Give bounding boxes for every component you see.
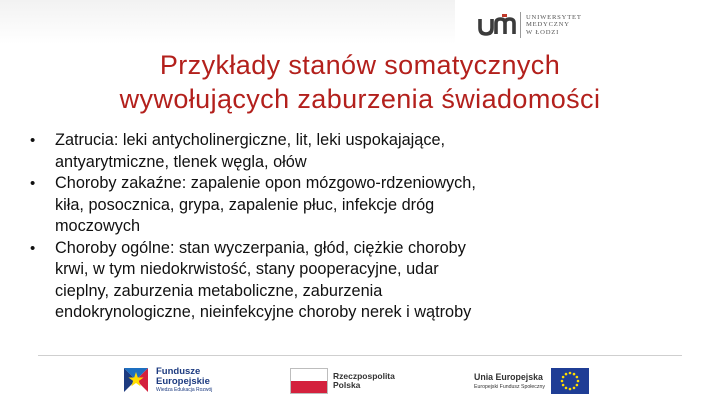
fundusze-line-3: Wiedza Edukacja Rozwój <box>156 386 213 393</box>
bullet-line: Choroby zakaźne: zapalenie opon mózgowo-rdzeniowych, <box>55 174 476 192</box>
poland-flag-icon <box>290 368 328 394</box>
unia-europejska-logo <box>474 368 589 394</box>
fundusze-europejskie-logo <box>120 364 212 396</box>
bullet-marker: • <box>30 132 36 149</box>
slide-title-line-1: Przykłady stanów somatycznych <box>159 50 561 80</box>
bullet-text <box>55 173 476 238</box>
unia-europejska-text <box>474 372 545 391</box>
slide-title <box>20 48 700 116</box>
fundusze-line-2: Europejskie <box>156 375 210 387</box>
bullet-line: Choroby ogólne: stan wyczerpania, głód, ciężkie choroby <box>55 238 466 257</box>
rzeczpospolita-text <box>333 372 395 391</box>
university-logo <box>478 10 598 40</box>
bullet-item-poisoning <box>28 130 558 173</box>
bullet-line: endokrynologiczne, nieinfekcyjne choroby nerek i wątroby <box>55 303 472 321</box>
bullet-text <box>55 238 471 324</box>
fundusze-europejskie-star-icon <box>120 364 152 396</box>
ue-line-2: Europejski Fundusz Społeczny <box>474 383 545 390</box>
fundusze-line-1: Fundusze <box>156 365 201 377</box>
bullet-line: krwi, w tym niedokrwistość, stany pooperacyjne, udar <box>55 260 439 278</box>
bullet-text <box>55 130 445 173</box>
university-logo-mark-icon <box>478 13 518 37</box>
ue-line-1: Unia Europejska <box>474 371 543 382</box>
bullet-line: Zatrucia: leki antycholinergiczne, lit, leki uspokajające, <box>55 131 446 149</box>
slide-title-line-2: wywołujących zaburzenia świadomości <box>119 84 601 114</box>
bullet-line: antyarytmiczne, tlenek węgla, ołów <box>55 152 307 171</box>
university-logo-line-3: W ŁODZI <box>526 28 560 36</box>
university-logo-text <box>526 14 582 37</box>
university-logo-divider <box>520 12 521 38</box>
top-band-shade <box>0 0 455 44</box>
rzeczpospolita-polska-logo <box>290 368 395 394</box>
bullet-item-general-diseases <box>28 238 558 324</box>
bullet-line: kiła, posocznica, grypa, zapalenie płuc, infekcje dróg <box>55 195 435 214</box>
bullet-marker: • <box>30 175 36 192</box>
rzeczpospolita-line-2: Polska <box>333 380 361 390</box>
bullet-item-infectious-diseases <box>28 173 558 238</box>
bullet-line: cieplny, zaburzenia metaboliczne, zaburzenia <box>55 281 383 300</box>
eu-flag-icon <box>551 368 589 394</box>
rzeczpospolita-line-1: Rzeczpospolita <box>333 370 395 381</box>
bullet-list <box>28 130 558 324</box>
university-logo-line-2: MEDYCZNY <box>526 21 570 29</box>
fundusze-europejskie-text <box>156 367 212 394</box>
top-band <box>0 0 720 44</box>
footer-divider <box>38 355 682 356</box>
bullet-marker: • <box>30 239 36 257</box>
university-logo-line-1: UNIWERSYTET <box>526 13 582 21</box>
bullet-line: moczowych <box>55 217 141 235</box>
